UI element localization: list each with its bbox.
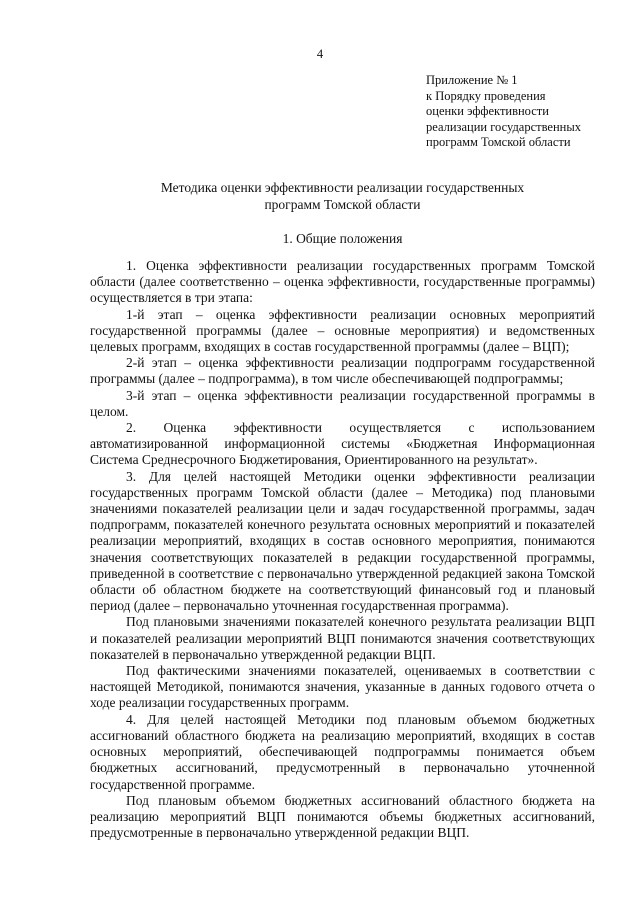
- paragraph: 4. Для целей настоящей Методики под плановым объемом бюджетных ассигнований областного бюджета на реализацию мероприятий, входящих в состав основных мероприятий, обеспечивающей подпрограммы понимается объем бюджетных ассигнований, предусмотренный в первоначально уточненной государственной программе.: [90, 711, 595, 792]
- appendix-line: оценки эффективности: [426, 104, 549, 118]
- paragraph: Под фактическими значениями показателей, оцениваемых в соответствии с настоящей Методикой, понимаются значения, указанные в данных годового отчета о ходе реализации государственных программ.: [90, 663, 595, 711]
- page-number: 4: [316, 47, 324, 61]
- paragraph: 2. Оценка эффективности осуществляется с использованием автоматизированной информационной системы «Бюджетная Информационная Система Среднесрочного Бюджетирования, Ориентированного на результат».: [90, 420, 595, 468]
- paragraph: 3. Для целей настоящей Методики оценки эффективности реализации государственных программ Томской области (далее – Методика) под плановыми значениями показателей реализации цели и задач государственной программы, задач подпрограмм, показателей конечного результата основных мероприятий и показателей реализации мероприятий, входящих в состав основного мероприятия, понимаются значения соответствующих показателей в редакции государственной программы, приведенной в соответствие с первоначально утвержденной редакцией закона Томской области об областном бюджете на соответствующий финансовый год и плановый период (далее – первоначально уточненная государственная программа).: [90, 468, 595, 614]
- document-title-line: Методика оценки эффективности реализации государственных: [160, 180, 525, 195]
- document-body: [90, 258, 595, 841]
- paragraph: Под плановым объемом бюджетных ассигнований областного бюджета на реализацию мероприятий ВЦП понимаются объемы бюджетных ассигнований, предусмотренные в первоначально утвержденной редакции ВЦП.: [90, 792, 595, 841]
- paragraph: 1-й этап – оценка эффективности реализации основных мероприятий государственной программы (далее – основные мероприятия) и ведомственных целевых программ, входящих в состав государственной программы (далее – ВЦП);: [90, 306, 595, 355]
- paragraph: 2-й этап – оценка эффективности реализации подпрограмм государственной программы (далее – подпрограмма), в том числе обеспечивающей подпрограммы;: [90, 355, 595, 387]
- appendix-line: Приложение № 1: [426, 73, 518, 87]
- paragraph: Под плановыми значениями показателей конечного результата реализации ВЦП и показателей реализации мероприятий ВЦП понимаются значения соответствующих показателей в первоначально утвержденной редакции ВЦП.: [90, 614, 595, 662]
- appendix-line: программ Томской области: [426, 135, 571, 149]
- paragraph: 3-й этап – оценка эффективности реализации государственной программы в целом.: [90, 387, 595, 419]
- document-title-line: программ Томской области: [264, 196, 421, 212]
- paragraph: 1. Оценка эффективности реализации государственных программ Томской области (далее соответственно – оценка эффективности, государственные программы) осуществляется в три этапа:: [90, 258, 595, 306]
- section-heading: 1. Общие положения: [282, 231, 403, 246]
- document-title: [90, 180, 595, 213]
- appendix-line: к Порядку проведения: [426, 88, 546, 103]
- appendix-reference: [426, 73, 581, 151]
- appendix-line: реализации государственных: [426, 119, 582, 134]
